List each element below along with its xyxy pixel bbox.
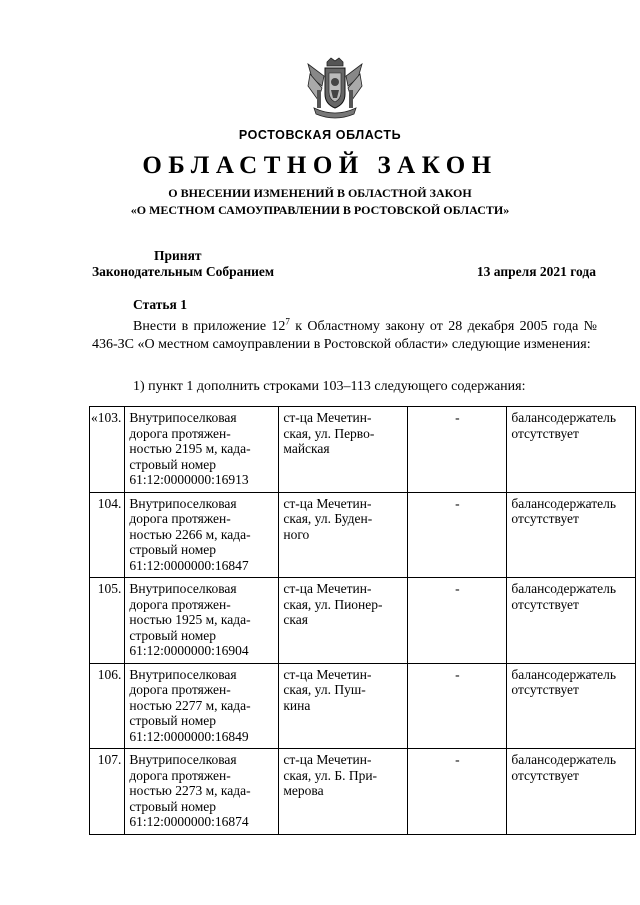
paragraph-text: Внести в приложение 12 (133, 319, 286, 334)
paragraph-text: к Областному закону от 28 декабря 2005 года № 436-ЗС «О местном самоуправлении в Ростовской области» следующие изменения: (92, 319, 597, 352)
road-description-line: стровый номер (129, 456, 216, 472)
owner-cell-line: отсутствует (511, 767, 579, 783)
region-name: РОСТОВСКАЯ ОБЛАСТЬ (238, 128, 402, 142)
article-heading: Статья 1 (133, 297, 187, 312)
road-description-line: 61:12:0000000:16849 (129, 728, 249, 744)
road-description-line: дорога протяжен- (129, 682, 231, 697)
document-subtitle-line2: «О МЕСТНОМ САМОУПРАВЛЕНИИ В РОСТОВСКОЙ ОБЛАСТИ» (130, 203, 510, 217)
road-description-line: ностью 2277 м, када- (129, 697, 251, 713)
owner-cell (507, 663, 636, 749)
owner-cell-line: отсутствует (511, 511, 579, 526)
coat-of-arms-emblem-icon (302, 56, 368, 122)
road-description-line: ностью 1925 м, када- (129, 612, 251, 627)
road-address-line: майская (283, 441, 330, 456)
road-description-line: Внутрипоселковая (129, 495, 237, 511)
road-description (125, 749, 279, 835)
road-address (279, 578, 408, 664)
owner-cell-line: балансодержатель (511, 581, 617, 596)
road-address-line: мерова (283, 783, 324, 798)
dash-cell: - (408, 578, 507, 664)
road-description-line: дорога протяжен- (129, 511, 231, 526)
road-address-line: ская (283, 612, 308, 627)
adoption-line2: Законодательным Собранием (92, 264, 275, 279)
article-paragraph-2: 1) пункт 1 дополнить строками 103–113 следующего содержания: (133, 379, 526, 394)
road-address (279, 492, 408, 578)
table-row (90, 578, 636, 664)
owner-cell-line: отсутствует (511, 596, 579, 612)
road-address-line: ская, ул. Пуш- (283, 682, 366, 697)
row-number: 106. (90, 663, 125, 749)
adoption-date: 13 апреля 2021 года (476, 264, 596, 279)
owner-cell (507, 749, 636, 835)
owner-cell-line: балансодержатель (511, 495, 617, 511)
road-description-line: дорога протяжен- (129, 596, 231, 612)
adoption-line1: Принят (154, 248, 202, 263)
row-number: «103. (90, 407, 125, 493)
road-address-line: ст-ца Мечетин- (283, 581, 372, 596)
road-address-line: ская, ул. Буден- (283, 511, 373, 526)
owner-cell-line: балансодержатель (511, 752, 617, 767)
document-subtitle-line1: О ВНЕСЕНИИ ИЗМЕНЕНИЙ В ОБЛАСТНОЙ ЗАКОН (168, 186, 472, 200)
table-row (90, 407, 636, 493)
owner-cell-line: балансодержатель (511, 666, 617, 682)
table-row (90, 492, 636, 578)
road-description-line: стровый номер (129, 542, 216, 557)
owner-cell (507, 407, 636, 493)
road-address-line: ст-ца Мечетин- (283, 495, 372, 511)
road-address-line: ст-ца Мечетин- (283, 410, 372, 425)
road-address-line: ного (283, 526, 310, 542)
road-description-line: 61:12:0000000:16913 (129, 472, 249, 487)
dash-cell: - (408, 749, 507, 835)
road-description-line: ностью 2195 м, када- (129, 441, 251, 456)
road-address-line: кина (283, 697, 311, 713)
article-paragraph-1 (92, 318, 597, 353)
road-description-line: дорога протяжен- (129, 767, 231, 783)
road-description (125, 407, 279, 493)
owner-cell-line: отсутствует (511, 425, 579, 441)
document-title: ОБЛАСТНОЙ ЗАКОН (142, 152, 498, 179)
superscript: 7 (285, 316, 290, 327)
road-address-line: ская, ул. Перво- (283, 425, 375, 441)
owner-cell-line: балансодержатель (511, 410, 617, 425)
road-address (279, 663, 408, 749)
road-description (125, 492, 279, 578)
road-description-line: Внутрипоселковая (129, 666, 237, 682)
road-description-line: стровый номер (129, 713, 216, 728)
road-address (279, 407, 408, 493)
table-row (90, 749, 636, 835)
road-address-line: ская, ул. Б. При- (283, 767, 378, 783)
road-description-line: дорога протяжен- (129, 425, 231, 441)
roads-table (89, 406, 636, 835)
road-description (125, 578, 279, 664)
owner-cell (507, 578, 636, 664)
road-description (125, 663, 279, 749)
row-number: 107. (90, 749, 125, 835)
road-description-line: Внутрипоселковая (129, 410, 237, 425)
road-address-line: ст-ца Мечетин- (283, 666, 372, 682)
adoption-block (92, 248, 274, 280)
road-address-line: ская, ул. Пионер- (283, 596, 383, 612)
road-address (279, 749, 408, 835)
table-row (90, 663, 636, 749)
owner-cell-line: отсутствует (511, 682, 579, 697)
road-description-line: стровый номер (129, 627, 216, 643)
road-address-line: ст-ца Мечетин- (283, 752, 372, 767)
row-number: 104. (90, 492, 125, 578)
road-description-line: 61:12:0000000:16847 (129, 557, 249, 573)
owner-cell (507, 492, 636, 578)
row-number: 105. (90, 578, 125, 664)
road-description-line: 61:12:0000000:16874 (129, 814, 249, 829)
road-description-line: ностью 2273 м, када- (129, 783, 251, 798)
dash-cell: - (408, 407, 507, 493)
road-description-line: Внутрипоселковая (129, 752, 237, 767)
dash-cell: - (408, 492, 507, 578)
dash-cell: - (408, 663, 507, 749)
road-description-line: 61:12:0000000:16904 (129, 643, 249, 658)
road-description-line: стровый номер (129, 798, 216, 814)
road-description-line: Внутрипоселковая (129, 581, 237, 596)
road-description-line: ностью 2266 м, када- (129, 526, 251, 542)
